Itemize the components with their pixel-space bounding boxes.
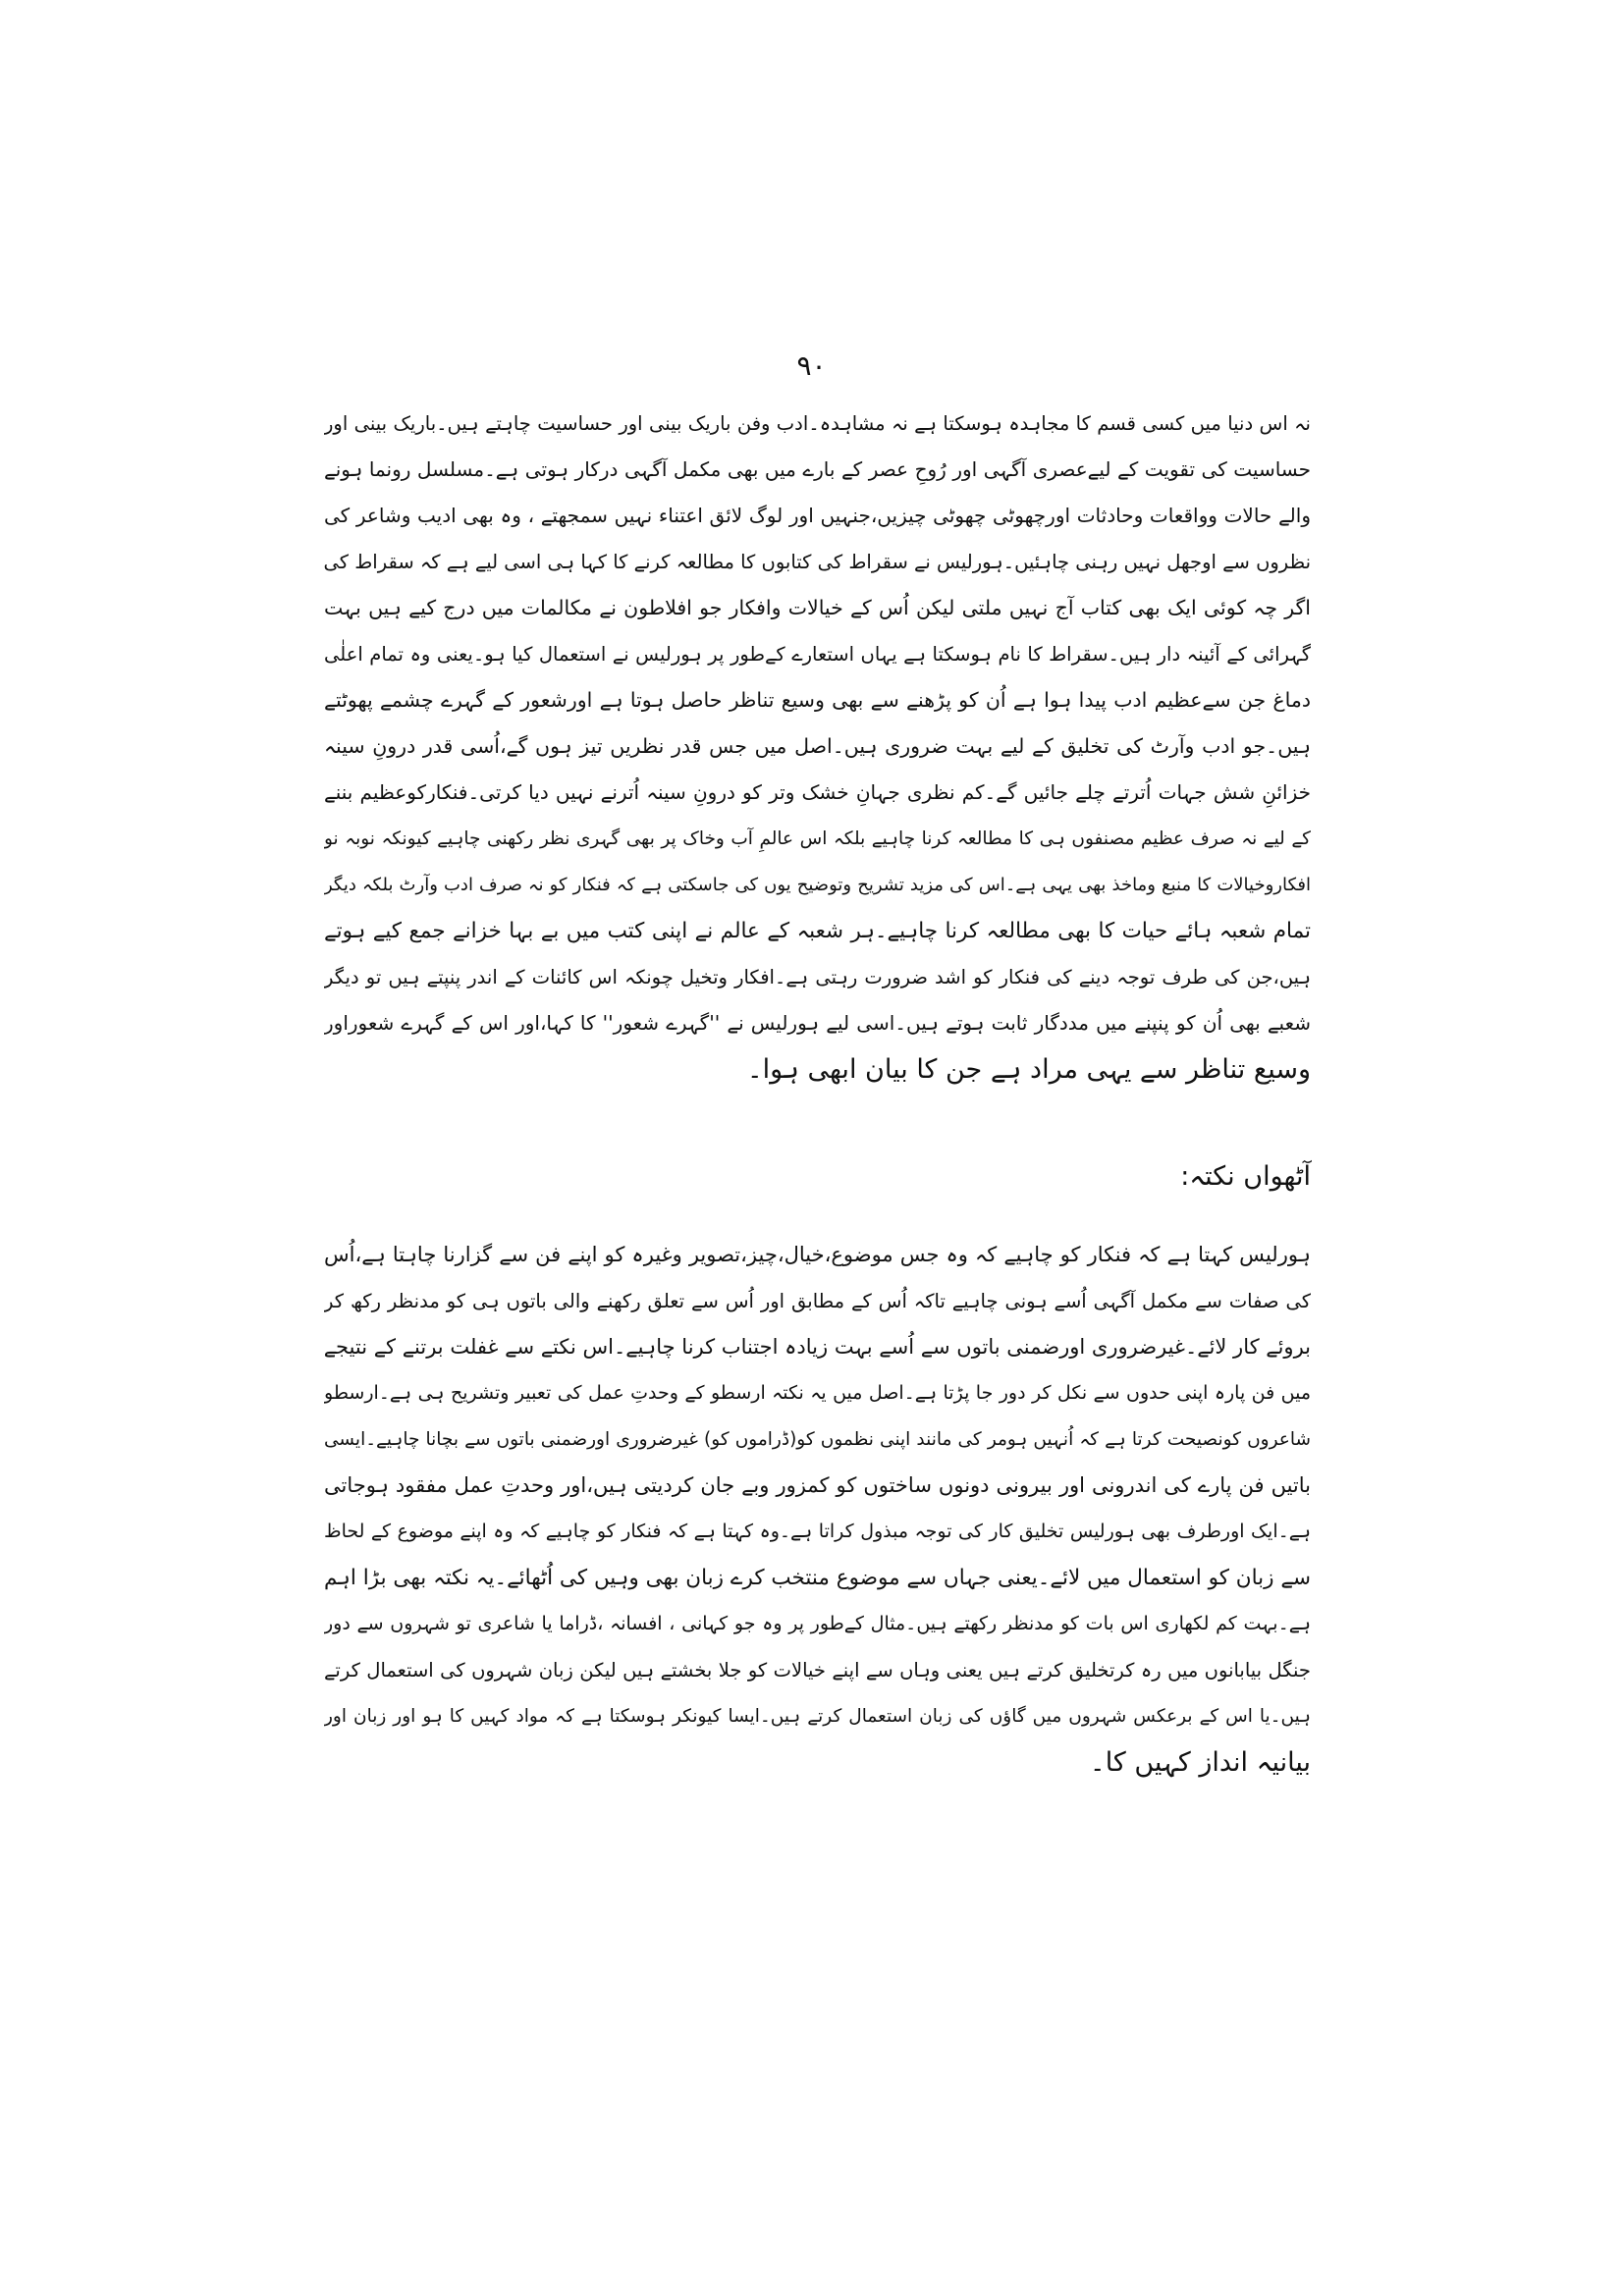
paragraph-line: شعبے بھی اُن کو پنپنے میں مددگار ثابت ہوتے ہیں۔اسی لیے ہورلیس نے ''گہرے شعور'' کا کہا،اور اس کے گہرے شعوراور [324, 1011, 1311, 1035]
paragraph-line: ہیں،جن کی طرف توجہ دینے کی فنکار کو اشد ضرورت رہتی ہے۔افکار وتخیل چونکہ اس کائنات کے اندر پنپتے ہیں تو دیگر [324, 966, 1311, 988]
paragraph-line: ہورلیس کہتا ہے کہ فنکار کو چاہیے کہ وہ جس موضوع،خیال،چیز،تصویر وغیرہ کو اپنے فن سے گزارنا چاہتا ہے،اُس [324, 1243, 1311, 1266]
paragraph-line: میں فن پارہ اپنی حدوں سے نکل کر دور جا پڑتا ہے۔اصل میں یہ نکتہ ارسطو کے وحدتِ عمل کی تعبیر وتشریح ہی ہے۔ارسطو [324, 1382, 1311, 1404]
paragraph-1 [324, 400, 1311, 1093]
paragraph-line: حساسیت کی تقویت کے لیےعصری آگہی اور رُوحِ عصر کے بارے میں بھی مکمل آگہی درکار ہوتی ہے۔مسلسل رونما ہونے [324, 457, 1311, 481]
paragraph-line: ہے۔بہت کم لکھاری اس بات کو مدنظر رکھتے ہیں۔مثال کےطور پر وہ جو کہانی ، افسانہ ،ڈراما یا شاعری تو شہروں سے دور [324, 1613, 1311, 1634]
page-number: ۹۰ [796, 349, 827, 382]
paragraph-line: کی صفات سے مکمل آگہی اُسے ہونی چاہیے تاکہ اُس کے مطابق اور اُس سے تعلق رکھنے والی باتوں ہی کو مدنظر رکھ کر [324, 1290, 1311, 1312]
paragraph-line: نہ اس دنیا میں کسی قسم کا مجاہدہ ہوسکتا ہے نہ مشاہدہ۔ادب وفن باریک بینی اور حساسیت چاہتے ہیں۔باریک بینی اور [324, 412, 1311, 435]
paragraph-line: ہے۔ایک اورطرف بھی ہورلیس تخلیق کار کی توجہ مبذول کراتا ہے۔وہ کہتا ہے کہ فنکار کو چاہیے کہ وہ اپنے موضوع کے لحاظ [324, 1521, 1311, 1542]
paragraph-line: باتیں فن پارے کی اندرونی اور بیرونی دونوں ساختوں کو کمزور وبے جان کردیتی ہیں،اور وحدتِ عمل مفقود ہوجاتی [324, 1473, 1311, 1497]
paragraph-line: افکاروخیالات کا منبع وماخذ بھی یہی ہے۔اس کی مزید تشریح وتوضیح یوں کی جاسکتی ہے کہ فنکار کو نہ صرف ادب وآرٹ بلکہ دیگر [324, 875, 1311, 895]
paragraph-line: شاعروں کونصیحت کرتا ہے کہ اُنہیں ہومر کی مانند اپنی نظموں کو(ڈراموں کو) غیرضروری اورضمنی باتوں سے بچانا چاہیے۔ایسی [324, 1429, 1311, 1450]
paragraph-line: خزائنِ شش جہات اُترتے چلے جائیں گے۔کم نظری جہانِ خشک وتر کو درونِ سینہ اُترنے نہیں دیا کرتی۔فنکارکوعظیم بننے [324, 780, 1311, 804]
paragraph-line: سے زبان کو استعمال میں لائے۔یعنی جہاں سے موضوع منتخب کرے زبان بھی وہیں کی اُٹھائے۔یہ نکتہ بھی بڑا اہم [324, 1566, 1311, 1590]
paragraph-line: اگر چہ کوئی ایک بھی کتاب آج نہیں ملتی لیکن اُس کے خیالات وافکار جو افلاطون نے مکالمات میں درج کیے ہیں بہت [324, 596, 1311, 619]
paragraph-line: تمام شعبہ ہائے حیات کا بھی مطالعہ کرنا چاہیے۔ہر شعبہ کے عالم نے اپنی کتب میں بے بہا خزانے جمع کیے ہوتے [324, 919, 1311, 943]
paragraph-line: بیانیہ انداز کہیں کا۔ [1089, 1747, 1311, 1778]
paragraph-line: جنگل بیابانوں میں رہ کرتخلیق کرتے ہیں یعنی وہاں سے اپنے خیالات کو جلا بخشتے ہیں لیکن زبان شہروں کی استعمال کرتے [324, 1659, 1311, 1682]
paragraph-line: نظروں سے اوجھل نہیں رہنی چاہئیں۔ہورلیس نے سقراط کی کتابوں کا مطالعہ کرنے کا کہا ہی اسی لیے ہے کہ سقراط کی [324, 551, 1311, 573]
paragraph-line: گہرائی کے آئینہ دار ہیں۔سقراط کا نام ہوسکتا ہے یہاں استعارے کےطور پر ہورلیس نے استعمال کیا ہو۔یعنی وہ تمام اعلٰی [324, 643, 1311, 666]
paragraph-line: ہیں۔جو ادب وآرٹ کی تخلیق کے لیے بہت ضروری ہیں۔اصل میں جس قدر نظریں تیز ہوں گے،اُسی قدر درونِ سینہ [324, 734, 1311, 758]
paragraph-2 [324, 1232, 1311, 1786]
paragraph-line: بروئے کار لائے۔غیرضروری اورضمنی باتوں سے اُسے بہت زیادہ اجتناب کرنا چاہیے۔اس نکتے سے غفلت برتنے کے نتیجے [324, 1335, 1311, 1359]
paragraph-line: والے حالات وواقعات وحادثات اورچھوٹی چھوٹی چیزیں،جنہیں اور لوگ لائق اعتناء نہیں سمجھتے ، وہ بھی ادیب وشاعر کی [324, 504, 1311, 527]
paragraph-line: ہیں۔یا اس کے برعکس شہروں میں گاؤں کی زبان استعمال کرتے ہیں۔ایسا کیونکر ہوسکتا ہے کہ مواد کہیں کا ہو اور زبان اور [324, 1706, 1311, 1727]
paragraph-line: وسیع تناظر سے یہی مراد ہے جن کا بیان ابھی ہوا۔ [746, 1054, 1311, 1085]
paragraph-line: کے لیے نہ صرف عظیم مصنفوں ہی کا مطالعہ کرنا چاہیے بلکہ اس عالمِ آب وخاک پر بھی گہری نظر رکھنی چاہیے کیونکہ نوبہ نو [324, 828, 1311, 849]
paragraph-line: دماغ جن سےعظیم ادب پیدا ہوا ہے اُن کو پڑھنے سے بھی وسیع تناظر حاصل ہوتا ہے اورشعور کے گہرے چشمے پھوٹتے [324, 688, 1311, 712]
section-heading: آٹھواں نکتہ: [1180, 1161, 1311, 1192]
